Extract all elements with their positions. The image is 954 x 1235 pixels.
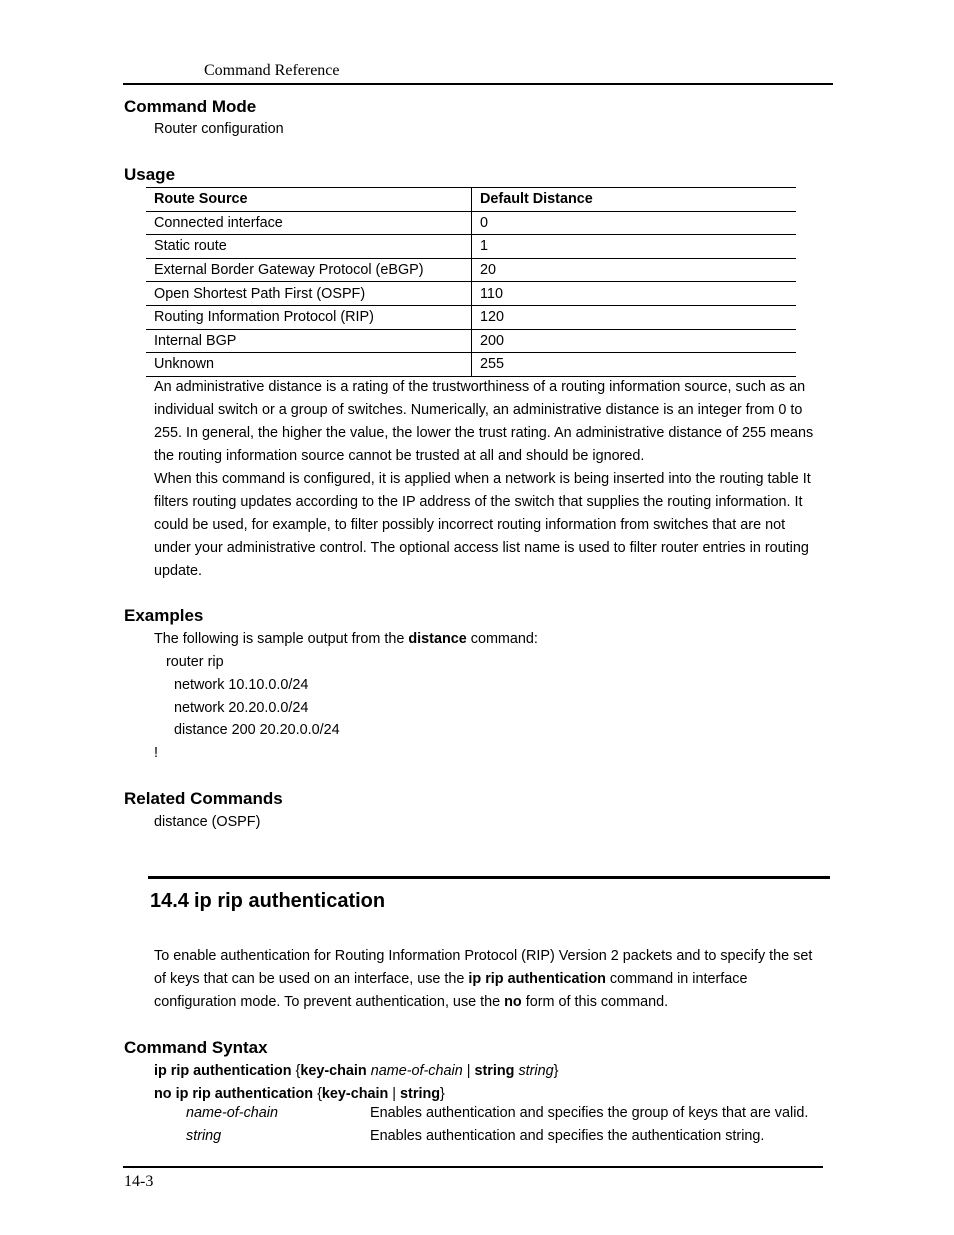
command-mode-text: Router configuration — [154, 121, 284, 137]
related-commands-heading: Related Commands — [124, 789, 283, 808]
section-number: 14.4 — [150, 890, 189, 912]
code-line: ! — [154, 745, 158, 761]
text: of keys that can be used on an interface, use the — [154, 971, 469, 987]
route-distance-table — [146, 187, 796, 377]
route-source-cell: Routing Information Protocol (RIP) — [146, 305, 472, 329]
distance-cell: 120 — [472, 305, 797, 329]
argument: name-of-chain — [366, 1063, 463, 1079]
brace: { — [291, 1063, 301, 1079]
examples-intro — [154, 628, 830, 651]
text: configuration mode. To prevent authentication, use the — [154, 994, 505, 1010]
route-source-cell: Static route — [146, 235, 472, 259]
code-line: network 10.10.0.0/24 — [174, 677, 309, 693]
parameter-description: Enables authentication and specifies the group of keys that are valid. — [370, 1105, 809, 1121]
separator: | — [462, 1063, 475, 1079]
keyword: string — [474, 1063, 515, 1079]
route-source-cell: Unknown — [146, 353, 472, 377]
brace: } — [553, 1063, 559, 1079]
table-row — [146, 329, 796, 353]
table-row — [146, 282, 796, 306]
intro-text: The following is sample output from the — [154, 631, 409, 647]
route-source-cell: Connected interface — [146, 211, 472, 235]
distance-cell: 20 — [472, 258, 797, 282]
route-source-cell: Open Shortest Path First (OSPF) — [146, 282, 472, 306]
usage-paragraph-1 — [154, 376, 830, 468]
command-name: ip rip authentication — [468, 971, 606, 987]
examples-heading: Examples — [124, 606, 204, 625]
paragraph-line: To enable authentication for Routing Information Protocol (RIP) Version 2 packets and to specify the set — [154, 948, 813, 964]
intro-text: command: — [466, 631, 538, 647]
syntax-command: ip rip authentication — [154, 1063, 292, 1079]
keyword: string — [400, 1086, 441, 1102]
footer-rule — [123, 1166, 823, 1168]
text: command in interface — [605, 971, 748, 987]
separator: | — [388, 1086, 401, 1102]
paragraph-line: update. — [154, 563, 203, 579]
syntax-line-1 — [154, 1060, 830, 1083]
brace: } — [440, 1086, 445, 1102]
paragraph-line: filters routing updates according to the IP address of the switch that supplies the routing information. It — [154, 494, 803, 510]
table-row — [146, 353, 796, 377]
code-line: distance 200 20.20.0.0/24 — [174, 722, 340, 738]
parameter-name: name-of-chain — [186, 1105, 278, 1121]
related-command-link: distance (OSPF) — [154, 814, 261, 830]
table-row — [146, 211, 796, 235]
paragraph-line: under your administrative control. The optional access list name is used to filter router entries in routing — [154, 540, 809, 556]
parameter-description: Enables authentication and specifies the authentication string. — [370, 1128, 765, 1144]
usage-paragraph-2 — [154, 468, 830, 583]
table-row — [146, 258, 796, 282]
section-rule — [148, 876, 830, 879]
paragraph-line — [154, 991, 830, 1014]
paragraph-line: individual switch or a group of switches. Numerically, an administrative distance is an integer from 0 to — [154, 402, 803, 418]
intro-command: distance — [408, 631, 467, 647]
column-header-route-source: Route Source — [146, 188, 472, 212]
table-row — [146, 235, 796, 259]
no-keyword: no — [504, 994, 522, 1010]
argument: string — [514, 1063, 554, 1079]
paragraph-line: An administrative distance is a rating of the trustworthiness of a routing information source, such as an — [154, 379, 806, 395]
page-number: 14-3 — [124, 1173, 154, 1190]
keyword: key-chain — [300, 1063, 367, 1079]
section-intro — [154, 945, 830, 1014]
brace: { — [313, 1086, 322, 1102]
route-source-cell: Internal BGP — [146, 329, 472, 353]
syntax-command: no ip rip authentication — [154, 1086, 314, 1102]
text: form of this command. — [521, 994, 669, 1010]
command-syntax-heading: Command Syntax — [124, 1038, 268, 1057]
usage-heading: Usage — [124, 165, 176, 184]
table-row — [146, 305, 796, 329]
paragraph-line — [154, 968, 830, 991]
paragraph-line: the routing information source cannot be trusted at all and should be ignored. — [154, 448, 645, 464]
table-header-row — [146, 188, 796, 212]
section-title-text: ip rip authentication — [194, 890, 386, 912]
distance-cell: 200 — [472, 329, 797, 353]
distance-cell: 255 — [472, 353, 797, 377]
syntax-line-2 — [154, 1083, 830, 1106]
paragraph-line: When this command is configured, it is applied when a network is being inserted into the routing table It — [154, 471, 811, 487]
paragraph-line: 255. In general, the higher the value, the lower the trust rating. An administrative distance of 255 means — [154, 425, 814, 441]
parameter-name: string — [186, 1128, 222, 1144]
distance-cell: 0 — [472, 211, 797, 235]
keyword: key-chain — [321, 1086, 389, 1102]
section-title — [150, 890, 385, 913]
code-line: router rip — [166, 654, 224, 670]
paragraph-line: could be used, for example, to filter possibly incorrect routing information from switches that are not — [154, 517, 786, 533]
distance-cell: 1 — [472, 235, 797, 259]
route-source-cell: External Border Gateway Protocol (eBGP) — [146, 258, 472, 282]
command-mode-heading: Command Mode — [124, 97, 257, 116]
column-header-default-distance: Default Distance — [472, 188, 797, 212]
running-header: Command Reference — [204, 62, 340, 79]
code-line: network 20.20.0.0/24 — [174, 700, 309, 716]
distance-cell: 110 — [472, 282, 797, 306]
header-rule — [123, 83, 833, 85]
